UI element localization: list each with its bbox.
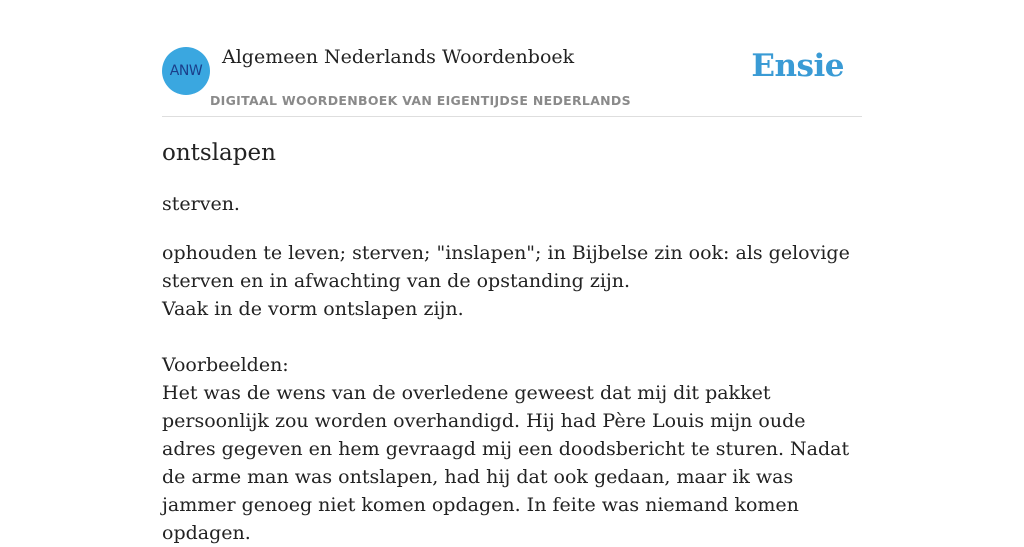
anw-logo[interactable] (162, 47, 210, 95)
long-definition (162, 239, 862, 547)
site-title[interactable]: Algemeen Nederlands Woordenboek (222, 46, 575, 68)
site-header (162, 0, 862, 117)
example-text: Het was de wens van de overledene geweest dat mij dit pakket persoonlijk zou worden overhandigd. Hij had Père Louis mijn oude adres gegeven en hem gevraagd mij een doodsbericht te sturen. Nadat de arme man was ontslapen, had hij dat ook gedaan, maar ik was jammer genoeg niet komen opdagen. In feite was niemand komen opdagen. (162, 382, 850, 544)
examples-label: Voorbeelden: (162, 354, 289, 376)
paragraph-spacer (162, 323, 862, 351)
site-subtitle: DIGITAAL WOORDENBOEK VAN EIGENTIJDSE NEDERLANDS (210, 93, 631, 108)
definition-text: ophouden te leven; sterven; "inslapen"; in Bijbelse zin ook: als gelovige sterven en in afwachting van de opstanding zijn. (162, 242, 850, 292)
ensie-brand-logo[interactable]: Ensie (751, 48, 844, 84)
short-definition: sterven. (162, 193, 240, 215)
entry-headword: ontslapen (162, 140, 276, 166)
page-container (162, 0, 862, 544)
logo-text: ANW (169, 63, 203, 79)
usage-note: Vaak in de vorm ontslapen zijn. (162, 298, 464, 320)
